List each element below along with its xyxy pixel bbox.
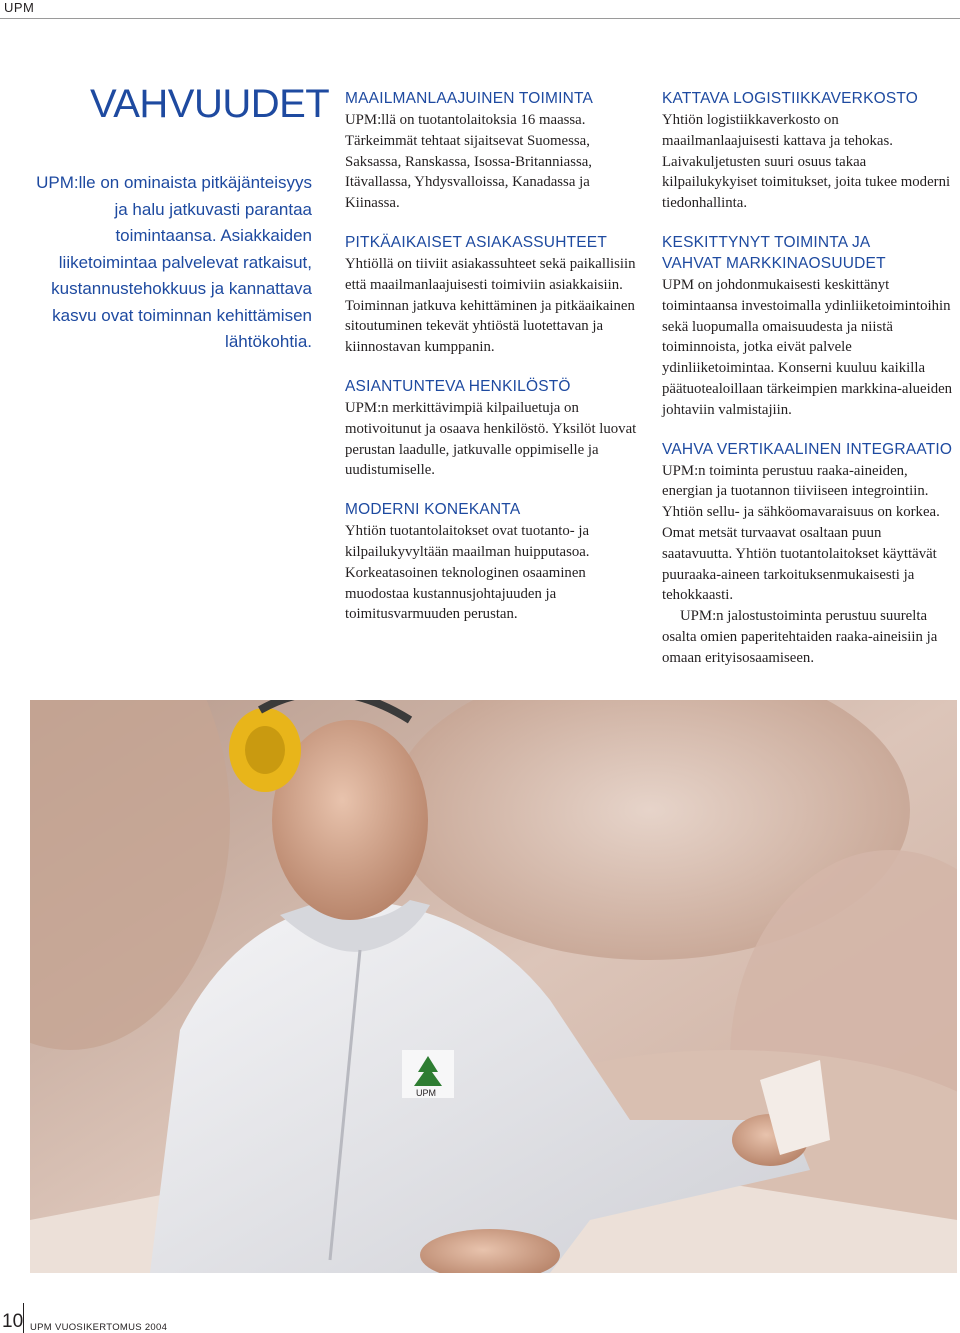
header-rule — [0, 18, 960, 19]
page-number: 10 — [2, 1311, 24, 1332]
section-body: Yhtiöllä on tiiviit asiakassuhteet sekä paikallisiin että maailmanlaajuisesti toimiviin asiakkaisiin. Toiminnan jatkuva kehittäminen ja pitkäaikainen sitoutuminen tekevät yhtiöstä luotettavan ja kiinnostavan kumppanin. — [345, 255, 636, 356]
section-machinery — [345, 499, 640, 625]
section-body-2: UPM:n jalostustoiminta perustuu suurelta osalta omien paperitehtaiden raaka-aineisiin ja omaan erityisosaamiseen. — [662, 608, 938, 666]
section-body: UPM:llä on tuotantolaitoksia 16 maassa. Tärkeimmät tehtaat sijaitsevat Suomessa, Saksassa, Ranskassa, Isossa-Britanniassa, Itävallassa, Yhdysvalloissa, Kanadassa ja Kiinassa. — [345, 112, 592, 212]
section-heading: PITKÄAIKAISET ASIAKASSUHTEET — [345, 233, 608, 251]
page-title: VAHVUUDET — [90, 82, 330, 126]
section-body: Yhtiön logistiikkaverkosto on maailmanlaajuisesti kattava ja tehokas. Laivakuljetusten suuri osuus takaa kilpailukykyiset toimitukset, joita tukee moderni tiedonhallinta. — [662, 112, 951, 212]
section-heading: ASIANTUNTEVA HENKILÖSTÖ — [345, 377, 571, 395]
column-1 — [345, 88, 640, 643]
section-vertical-integration — [662, 439, 954, 669]
section-heading: MODERNI KONEKANTA — [345, 501, 521, 519]
section-heading: KESKITTYNYT TOIMINTA JA VAHVAT MARKKINAOSUUDET — [662, 233, 886, 272]
section-heading: MAAILMANLAAJUINEN TOIMINTA — [345, 90, 594, 107]
photo-logo-text: UPM — [416, 1088, 436, 1098]
section-global-operations — [345, 88, 640, 214]
section-body: UPM:n toiminta perustuu raaka-aineiden, energian ja tuotannon tiiviiseen integrointiin. Yhtiön sellu- ja sähköomavaraisuus on korkea. Omat metsät turvaavat osaltaan puun saatavuutta. Yhtiön tuotantolaitokset käyttävät puuraaka-aineen tarkoituksenmukaisesti ja tehokkaasti. — [662, 462, 940, 604]
section-heading: VAHVA VERTIKAALINEN INTEGRAATIO — [662, 440, 953, 458]
header-brand: UPM — [4, 0, 35, 15]
section-logistics — [662, 88, 954, 214]
footer-publication: UPM VUOSIKERTOMUS 2004 — [30, 1322, 168, 1333]
section-body: UPM:n merkittävimpiä kilpailuetuja on motivoitunut ja osaava henkilöstö. Yksilöt luovat perustan laadulle, jatkuvalle oppimiselle ja uudistumiselle. — [345, 399, 637, 479]
intro-text: UPM:lle on ominaista pitkäjänteisyys ja halu jatkuvasti parantaa toimintaansa. Asiakkaiden liiketoimintaa palvelevat ratkaisut, kustannustehokkuus ja kannattava kasvu ovat toiminnan kehittämisen lähtökohtia. — [36, 173, 312, 351]
section-personnel — [345, 376, 640, 481]
footer-rule — [23, 1303, 24, 1333]
column-2 — [662, 88, 954, 687]
photo-worker-paper-rolls — [30, 700, 957, 1273]
section-customer-relations — [345, 232, 640, 358]
section-body: UPM on johdonmukaisesti keskittänyt toimintaansa investoimalla ydinliiketoimintoihin sekä luopumalla omaisuudesta ja niistä toiminnoista, jotka eivät palvele ydinliiketoimintaa. Konserni kuuluu kaikilla päätuotealoillaan tärkeimpien markkina-alueiden johtaviin valmistajiin. — [662, 276, 953, 418]
section-focused-operations — [662, 232, 954, 421]
section-body: Yhtiön tuotantolaitokset ovat tuotanto- ja kilpailukyvyltään maailman huipputasoa. Korkeatasoinen teknologinen osaaminen muodostaa kustannusjohtajuuden ja toimitusvarmuuden perustan. — [345, 523, 590, 623]
section-heading: KATTAVA LOGISTIIKKAVERKOSTO — [662, 90, 919, 107]
